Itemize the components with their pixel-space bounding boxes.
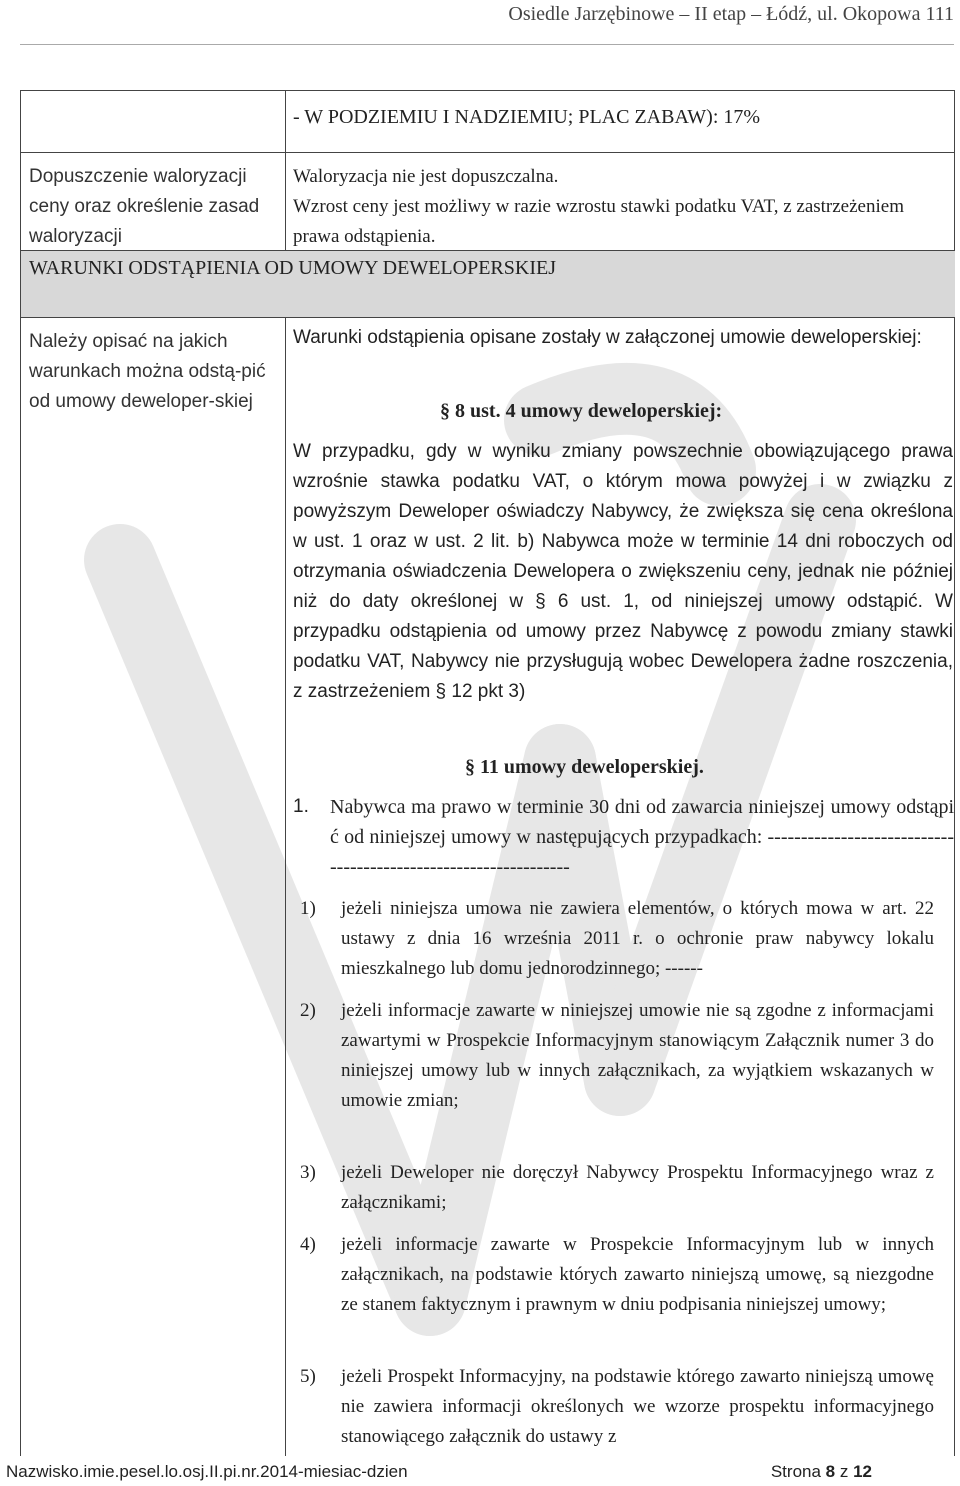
valorization-value [293, 162, 953, 252]
section-title: WARUNKI ODSTĄPIENIA OD UMOWY DEWELOPERSKIEJ [29, 257, 557, 279]
table-border-top [20, 90, 955, 91]
band-border-bottom [20, 317, 955, 318]
valorization-line-2: Wzrost ceny jest możliwy w razie wzrostu stawki podatku VAT, z zastrzeżeniem prawa odstąpienia. [293, 196, 904, 247]
page-current: 8 [825, 1462, 836, 1481]
list-item [300, 996, 934, 1148]
list-item-number: 2) [300, 1000, 316, 1021]
list-item-text: jeżeli informacje zawarte w niniejszej umowie nie są zgodne z informacjami zawartymi w Prospekcie Informacyjnym stanowiącym Załącznik numer 3 do niniejszej umowy lub w innych załącznikach, za wyjątkiem wskazanych w umowie zmian; [341, 1000, 934, 1111]
footer-document-id: Nazwisko.imie.pesel.lo.osj.II.pi.nr.2014-miesiac-dzien [6, 1462, 408, 1481]
list-item-text: jeżeli informacje zawarte w Prospekcie Informacyjnym lub w innych załącznikach, na podstawie których zawarto niniejszą umowę, są niezgodne ze stanem faktycznym i prawnym w dniu podpisania niniejszej umowy; [341, 1234, 934, 1315]
list-item [300, 1230, 934, 1352]
list-item-text: jeżeli Prospekt Informacyjny, na podstawie którego zawarto niniejszą umowę nie zawiera informacji określonych we wzorze prospektu informacyjnego stanowiącego załącznik do ustawy z [341, 1366, 934, 1447]
list-item [300, 1362, 934, 1454]
section-band [20, 250, 955, 317]
withdrawal-intro: Warunki odstąpienia opisane zostały w załączonej umowie deweloperskiej: [293, 327, 922, 348]
point-1-number: 1. [293, 796, 309, 817]
page-prefix: Strona [770, 1462, 826, 1481]
band-border-top [20, 250, 955, 251]
valorization-line-1: Waloryzacja nie jest dopuszczalna. [293, 166, 559, 187]
footer-page-number [771, 1462, 872, 1482]
list-item-number: 3) [300, 1162, 316, 1183]
table-row-divider [20, 152, 955, 153]
document-header-title: Osiedle Jarzębinowe – II etap – Łódź, ul. Okopowa 111 [508, 3, 954, 25]
point-1-text: Nabywca ma prawo w terminie 30 dni od zawarcia niniejszej umowy odstąpić od niniejszej umowy w następujących przypadkach: ---------------------------------------------------------------- [330, 796, 954, 878]
list-item-text: jeżeli Deweloper nie doręczył Nabywcy Prospektu Informacyjnego wraz z załącznikami; [341, 1162, 934, 1213]
paragraph-vat-change: W przypadku, gdy w wyniku zmiany powszechnie obowiązującego prawa wzrośnie stawka podatku VAT, o którym mowa powyżej i w związku z powyższym Deweloper oświadczy Nabywcy, że zwiększa się cena określona w ust. 1 oraz w ust. 2 lit. b) Nabywca może w terminie 14 dni roboczych od otrzymania oświadczenia Dewelopera o zwiększeniu ceny, jednak nie później niż do daty określonej w § 6 ust. 1, od niniejszej umowy odstąpić. W przypadku odstąpienia od umowy przez Nabywcę z powodu zmiany stawki podatku VAT, Nabywcy nie przysługują wobec Dewelopera żadne roszczenia, z zastrzeżeniem § 12 pkt 3) [293, 441, 953, 702]
list-item-number: 4) [300, 1234, 316, 1255]
valorization-label: Dopuszczenie waloryzacji ceny oraz określenie zasad waloryzacji [29, 166, 260, 247]
page-total: 12 [853, 1462, 872, 1481]
page-footer [6, 1460, 954, 1486]
section-heading-8-4: § 8 ust. 4 umowy deweloperskiej: [440, 400, 723, 422]
list-item-number: 5) [300, 1366, 316, 1387]
list-item [300, 1158, 934, 1220]
table-column-divider-upper [285, 90, 286, 250]
table-border-left-upper [20, 90, 21, 250]
table-border-left-lower [20, 250, 21, 1456]
parking-share-value: - W PODZIEMIU I NADZIEMIU; PLAC ZABAW): 17% [293, 106, 761, 128]
list-item-number: 1) [300, 898, 316, 919]
withdrawal-label: Należy opisać na jakich warunkach można odstą-pić od umowy deweloper-skiej [29, 331, 266, 412]
header-rule [20, 44, 954, 45]
list-item [300, 894, 934, 986]
section-heading-11: § 11 umowy deweloperskiej. [465, 756, 704, 778]
page-separator: z [835, 1462, 854, 1481]
list-item-text: jeżeli niniejsza umowa nie zawiera elementów, o których mowa w art. 22 ustawy z dnia 16 września 2011 r. o ochronie praw nabywcy lokalu mieszkalnego lub domu jednorodzinnego; ------ [341, 898, 934, 979]
table-column-divider-lower [285, 317, 286, 1456]
